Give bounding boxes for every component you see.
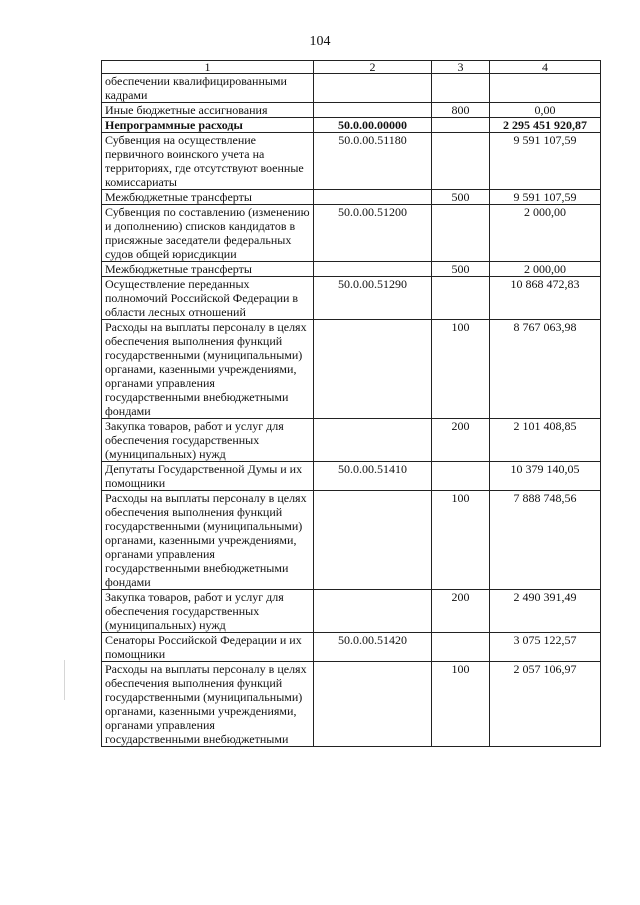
amount-cell: 10 868 472,83 [490,277,601,320]
target-code-cell [314,491,432,590]
expense-type-cell: 200 [432,590,490,633]
table-row [102,133,601,190]
header-row [102,61,601,74]
expense-type-cell: 800 [432,103,490,118]
target-code-cell: 50.0.00.51200 [314,205,432,262]
expense-type-cell: 100 [432,491,490,590]
target-code-cell [314,74,432,103]
description-cell: Межбюджетные трансферты [102,190,314,205]
description-cell: Расходы на выплаты персоналу в целях обеспечения выполнения функций государственными (муниципальными) органами, казенными учреждениями, органами управления государственными внебюджетными фондами [102,320,314,419]
page-number: 104 [309,34,331,49]
expense-type-cell: 500 [432,262,490,277]
target-code-cell [314,590,432,633]
description-cell: Расходы на выплаты персоналу в целях обеспечения выполнения функций государственными (муниципальными) органами, казенными учреждениями, органами управления государственными внебюджетными фондами [102,491,314,590]
expense-type-cell [432,462,490,491]
target-code-cell: 50.0.00.00000 [314,118,432,133]
table-row [102,103,601,118]
description-cell: Непрограммные расходы [102,118,314,133]
table-row [102,320,601,419]
expense-type-cell: 100 [432,320,490,419]
amount-cell: 2 101 408,85 [490,419,601,462]
table-row [102,419,601,462]
amount-cell: 0,00 [490,103,601,118]
expense-type-cell [432,277,490,320]
expense-type-cell [432,74,490,103]
table-row [102,190,601,205]
expense-type-cell: 200 [432,419,490,462]
expense-type-cell [432,205,490,262]
amount-cell: 9 591 107,59 [490,133,601,190]
amount-cell: 8 767 063,98 [490,320,601,419]
expense-type-cell [432,133,490,190]
table-row [102,590,601,633]
table-row [102,118,601,133]
column-header: 2 [314,61,432,74]
target-code-cell [314,262,432,277]
column-header: 4 [490,61,601,74]
table-row [102,462,601,491]
description-cell: Субвенция на осуществление первичного воинского учета на территориях, где отсутствуют военные комиссариаты [102,133,314,190]
table-row [102,277,601,320]
target-code-cell: 50.0.00.51180 [314,133,432,190]
table-body [102,74,601,747]
table-row [102,262,601,277]
target-code-cell: 50.0.00.51290 [314,277,432,320]
description-cell: Депутаты Государственной Думы и их помощники [102,462,314,491]
target-code-cell: 50.0.00.51410 [314,462,432,491]
target-code-cell [314,662,432,747]
target-code-cell [314,320,432,419]
table-row [102,491,601,590]
target-code-cell [314,190,432,205]
description-cell: Расходы на выплаты персоналу в целях обеспечения выполнения функций государственными (муниципальными) органами, казенными учреждениями, органами управления государственными внебюджетными [102,662,314,747]
target-code-cell: 50.0.00.51420 [314,633,432,662]
description-cell: Закупка товаров, работ и услуг для обеспечения государственных (муниципальных) нужд [102,419,314,462]
amount-cell: 2 490 391,49 [490,590,601,633]
description-cell: Осуществление переданных полномочий Российской Федерации в области лесных отношений [102,277,314,320]
target-code-cell [314,103,432,118]
description-cell: Сенаторы Российской Федерации и их помощники [102,633,314,662]
amount-cell: 9 591 107,59 [490,190,601,205]
expense-type-cell: 100 [432,662,490,747]
amount-cell: 2 295 451 920,87 [490,118,601,133]
target-code-cell [314,419,432,462]
description-cell: Межбюджетные трансферты [102,262,314,277]
amount-cell: 3 075 122,57 [490,633,601,662]
table-row [102,205,601,262]
table-row [102,74,601,103]
amount-cell: 7 888 748,56 [490,491,601,590]
amount-cell: 2 000,00 [490,205,601,262]
description-cell: обеспечении квалифицированными кадрами [102,74,314,103]
budget-table [101,60,601,747]
amount-cell: 2 057 106,97 [490,662,601,747]
amount-cell: 10 379 140,05 [490,462,601,491]
table-row [102,662,601,747]
scan-margin-mark [64,660,65,700]
amount-cell: 2 000,00 [490,262,601,277]
table-row [102,633,601,662]
expense-type-cell: 500 [432,190,490,205]
description-cell: Субвенция по составлению (изменению и дополнению) списков кандидатов в присяжные заседатели федеральных судов общей юрисдикции [102,205,314,262]
expense-type-cell [432,118,490,133]
description-cell: Закупка товаров, работ и услуг для обеспечения государственных (муниципальных) нужд [102,590,314,633]
expense-type-cell [432,633,490,662]
column-header: 1 [102,61,314,74]
amount-cell [490,74,601,103]
column-header: 3 [432,61,490,74]
description-cell: Иные бюджетные ассигнования [102,103,314,118]
